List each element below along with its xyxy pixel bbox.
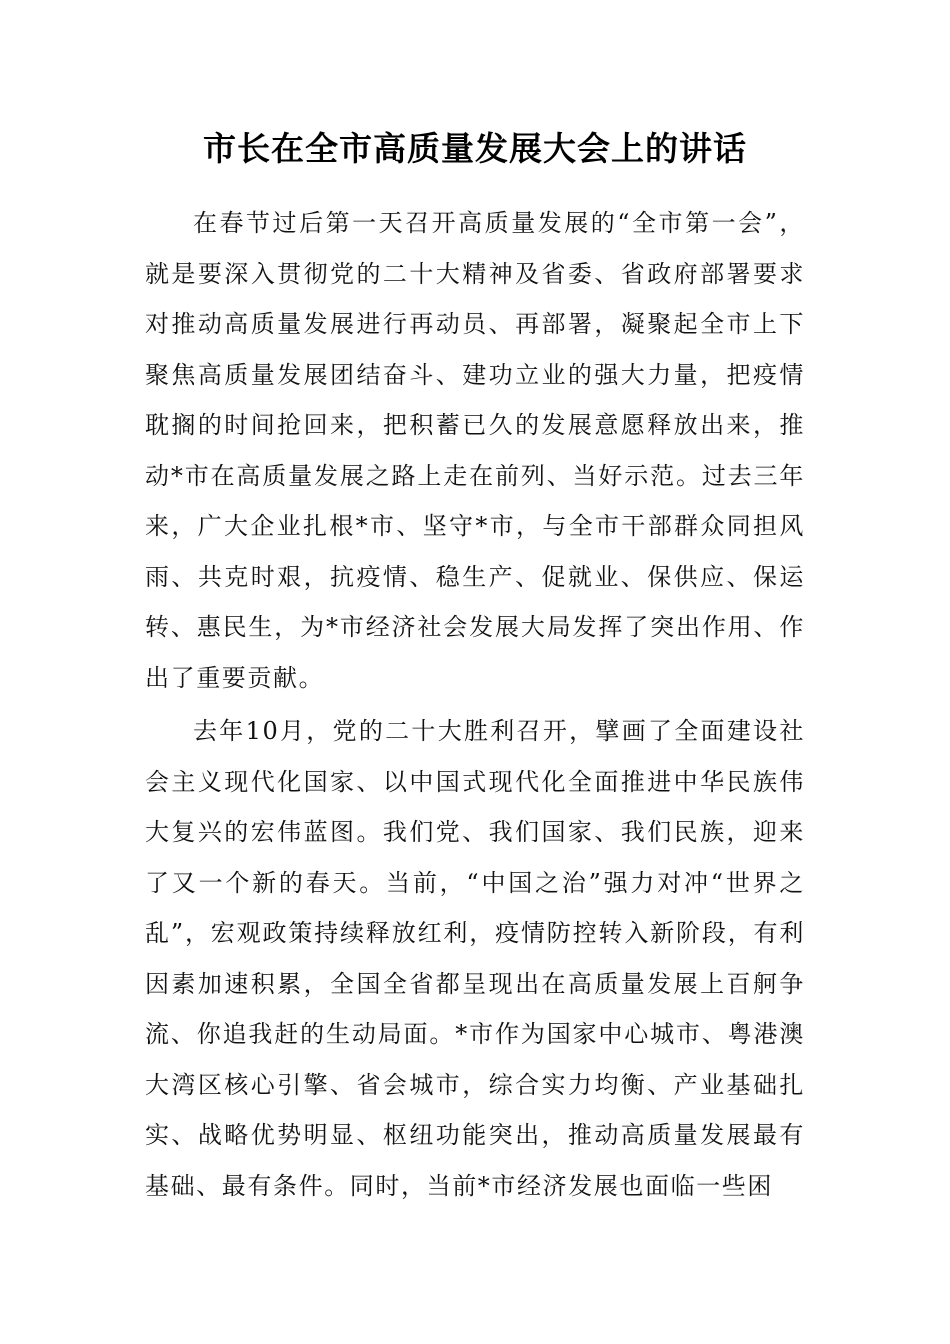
document-title: 市长在全市高质量发展大会上的讲话	[203, 129, 747, 168]
body-paragraph-1: 在春节过后第一天召开高质量发展的“全市第一会”，就是要深入贯彻党的二十大精神及省委、省政府部署要求对推动高质量发展进行再动员、再部署，凝聚起全市上下聚焦高质量发展团结奋斗、建功立业的强大力量，把疫情耽搁的时间抢回来，把积蓄已久的发展意愿释放出来，推动*市在高质量发展之路上走在前列、当好示范。过去三年来，广大企业扎根*市、坚守*市，与全市干部群众同担风雨、共克时艰，抗疫情、稳生产、促就业、保供应、保运转、惠民生，为*市经济社会发展大局发挥了突出作用、作出了重要贡献。	[145, 209, 805, 692]
body-paragraph-2: 去年10月，党的二十大胜利召开，擘画了全面建设社会主义现代化国家、以中国式现代化全面推进中华民族伟大复兴的宏伟蓝图。我们党、我们国家、我们民族，迎来了又一个新的春天。当前，“中国之治”强力对冲“世界之乱”，宏观政策持续释放红利，疫情防控转入新阶段，有利因素加速积累，全国全省都呈现出在高质量发展上百舸争流、你追我赶的生动局面。*市作为国家中心城市、粤港澳大湾区核心引擎、省会城市，综合实力均衡、产业基础扎实、战略优势明显、枢纽功能突出，推动高质量发展最有基础、最有条件。同时，当前*市经济发展也面临一些困	[145, 717, 805, 1200]
